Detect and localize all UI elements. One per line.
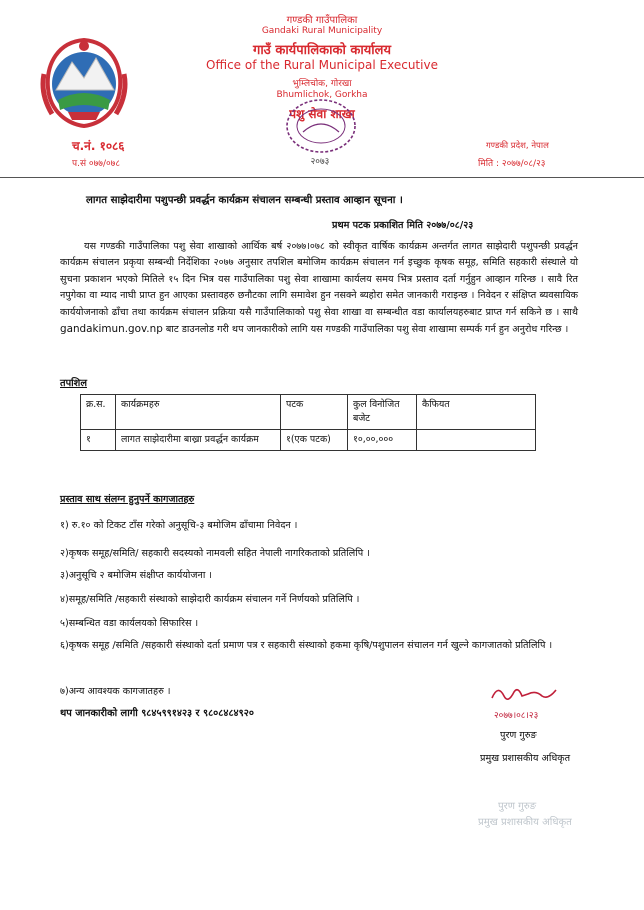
- province-label: गण्डकी प्रदेश, नेपाल: [486, 141, 549, 151]
- document-item: ६)कृषक समूह /समिति /सहकारी संस्थाको दर्ता प्रमाण पत्र र सहकारी संस्थाको हकमा कृषि/पशुपालन संचालन गर्न खुल्ने कागजातको प्रतिलिपि ।: [60, 640, 553, 651]
- notice-title: लागत साझेदारीमा पशुपन्छी प्रवर्द्धन कार्यक्रम संचालन सम्बन्धी प्रस्ताव आव्हान सूचना ।: [86, 195, 403, 206]
- address-en: Bhumlichok, Gorkha: [276, 90, 368, 100]
- municipality-name-np: गण्डकी गाउँपालिका: [286, 15, 358, 26]
- reference-number: च.नं. १०८६: [72, 139, 125, 153]
- contact-numbers: थप जानकारीको लागी ९८४५९९१४२३ र ९८०८४८४९२०: [60, 708, 254, 719]
- signatory-title: प्रमुख प्रशासकीय अधिकृत: [480, 753, 571, 764]
- table-header-row: [81, 395, 536, 430]
- cell-program: लागत साझेदारीमा बाख्रा प्रवर्द्धन कार्यक्रम: [116, 430, 281, 451]
- notice-body: [60, 239, 578, 338]
- fiscal-year: प.सं ०७७/०७८: [72, 159, 121, 169]
- signature-date: २०७७।०८।२३: [494, 711, 539, 721]
- cell-remarks: [417, 430, 536, 451]
- table-row: [81, 430, 536, 451]
- published-date: प्रथम पटक प्रकाशित मिति २०७७/०८/२३: [332, 220, 474, 231]
- document-item: ३)अनुसूचि २ बमोजिम संक्षीप्त कार्ययोजना ।: [60, 570, 213, 581]
- notice-body-end: बाट डाउनलोड गरी थप जानकारीको लागि यस गण्डकी गाउँपालिका पशु सेवा शाखामा सम्पर्क गर्न हुन अनुरोध गरिन्छ ।: [165, 324, 569, 336]
- address-np: भुम्लिचोक, गोरखा: [292, 79, 352, 89]
- document-item: ४)समूह/समिति /सहकारी संस्थाको साझेदारी कार्यक्रम संचालन गर्ने निर्णयको प्रतिलिपि ।: [60, 594, 360, 605]
- notice-body-text: यस गण्डकी गाउँपालिका पशु सेवा शाखाको आर्थिक बर्ष २०७७।०७८ को स्वीकृत वार्षिक कार्यक्रम अन्तर्गत लागत साझेदारी पशुपन्छी प्रवर्द्धन कार्यक्रम संचालन प्रकृया सम्बन्धी निर्देशिका २०७७ अनुसार तपशिल बमोजिम कार्यक्रम संचालन गर्न इच्छुक कृषक समूह, समिति सहकारी संस्थाले यो सुचना प्रकाशन भएको मितिले १५ दिन भित्र यस गाउँपालिका पशु सेवा शाखामा कार्यलय समय भित्र प्रस्ताव दर्ता गर्नुहुन आव्हान गरिन्छ । सावै रित नपुगेका वा म्याद नाघी प्राप्त हुन आएका प्रस्तावहरु छनौटका लागि समावेश हुन नसक्ने ब्यहोरा समेत जानकारी गराइन्छ । निवेदन र संक्षिप्त ब्यवसायिक कार्ययोजनाको ढाँचा तथा कार्यक्रम संचालन प्रक्रिया यसै गाउँपालिकाको पशु सेवा शाखा वा सम्बन्धीत वडा कार्यालयहरुबाट प्राप्त गर्न सकिने छ । साथै: [60, 241, 578, 318]
- section-name: पशु सेवा शाखा: [289, 107, 355, 121]
- office-name-en: Office of the Rural Municipal Executive: [206, 58, 438, 72]
- municipality-name-en: Gandaki Rural Municipality: [261, 26, 383, 36]
- office-name-np: गाउँ कार्यपालिकाको कार्यालय: [253, 43, 391, 58]
- documents-heading: प्रस्ताव साथ संलग्न हुनुपर्ने कागजातहरु: [60, 494, 195, 505]
- letter-date: मिति : २०७७/०८/२३: [478, 159, 546, 169]
- cell-budget: १०,००,०००: [348, 430, 417, 451]
- handwritten-signature: [488, 682, 560, 708]
- col-sn: क्र.स.: [81, 395, 116, 430]
- faded-name-stamp: पुरण गुरुङ: [498, 801, 537, 812]
- header-divider: [0, 177, 644, 178]
- schedule-heading: तपशिल: [60, 378, 87, 389]
- document-item: ७)अन्य आवश्यक कागजातहरु ।: [60, 686, 171, 697]
- cell-sn: १: [81, 430, 116, 451]
- document-item: २)कृषक समूह/समिति/ सहकारी सदस्यको नामवली सहित नेपाली नागरिकताको प्रतिलिपि ।: [60, 548, 370, 559]
- signatory-name: पुरण गुरुङ: [500, 730, 537, 741]
- document-item: १) रु.१० को टिकट टाँस गरेको अनुसूचि-३ बमोजिम ढाँचामा निवेदन ।: [60, 520, 298, 531]
- col-program: कार्यक्रमहरु: [116, 395, 281, 430]
- stamp-year: २०७३: [310, 157, 330, 167]
- document-item: ५)सम्बन्धित वडा कार्यलयको सिफारिस ।: [60, 618, 199, 629]
- col-remarks: कैफियत: [417, 395, 536, 430]
- website-link[interactable]: gandakimun.gov.np: [60, 323, 163, 336]
- col-budget: कुल विनोजित बजेट: [348, 395, 417, 430]
- col-times: पटक: [281, 395, 348, 430]
- schedule-table: [80, 394, 536, 451]
- faded-title-stamp: प्रमुख प्रशासकीय अधिकृत: [478, 817, 572, 828]
- cell-times: १(एक पटक): [281, 430, 348, 451]
